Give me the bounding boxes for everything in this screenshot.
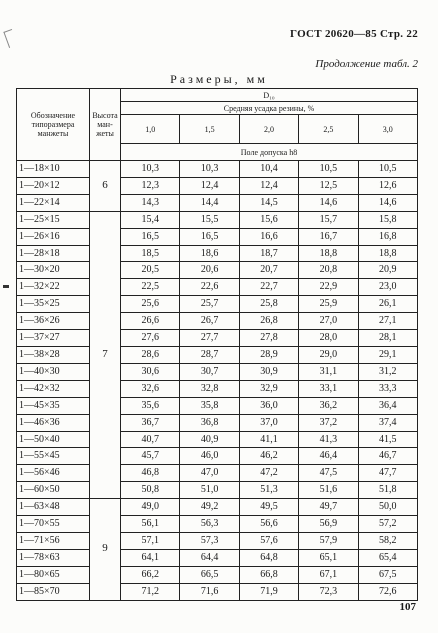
designation-cell: 1—42×32 xyxy=(17,380,90,397)
document-header: ГОСТ 20620—85 Стр. 22 xyxy=(290,28,418,40)
table-row xyxy=(17,549,418,566)
designation-cell: 1—35×25 xyxy=(17,296,90,313)
value-cell: 57,6 xyxy=(239,532,298,549)
shrink-value-header: 1,0 xyxy=(121,115,180,144)
corner-mark xyxy=(3,29,17,48)
value-cell: 14,3 xyxy=(121,194,180,211)
value-cell: 40,7 xyxy=(121,431,180,448)
designation-cell: 1—30×20 xyxy=(17,262,90,279)
value-cell: 51,8 xyxy=(358,482,417,499)
value-cell: 16,5 xyxy=(180,228,239,245)
value-cell: 35,6 xyxy=(121,397,180,414)
value-cell: 35,8 xyxy=(180,397,239,414)
value-cell: 57,1 xyxy=(121,532,180,549)
designation-cell: 1—56×46 xyxy=(17,465,90,482)
designation-cell: 1—32×22 xyxy=(17,279,90,296)
value-cell: 41,3 xyxy=(299,431,358,448)
value-cell: 33,3 xyxy=(358,380,417,397)
value-cell: 25,8 xyxy=(239,296,298,313)
table-continuation-note: Продолжение табл. 2 xyxy=(315,58,418,70)
value-cell: 32,9 xyxy=(239,380,298,397)
table-row xyxy=(17,177,418,194)
value-cell: 36,2 xyxy=(299,397,358,414)
table-row xyxy=(17,431,418,448)
value-cell: 51,6 xyxy=(299,482,358,499)
value-cell: 37,4 xyxy=(358,414,417,431)
value-cell: 37,2 xyxy=(299,414,358,431)
page-number: 107 xyxy=(399,601,416,613)
sizes-title: Размеры, мм xyxy=(170,72,268,86)
designation-cell: 1—37×27 xyxy=(17,330,90,347)
value-cell: 30,7 xyxy=(180,363,239,380)
value-cell: 50,8 xyxy=(121,482,180,499)
value-cell: 71,6 xyxy=(180,583,239,600)
table-row xyxy=(17,262,418,279)
value-cell: 15,6 xyxy=(239,211,298,228)
designation-cell: 1—71×56 xyxy=(17,532,90,549)
value-cell: 12,5 xyxy=(299,177,358,194)
value-cell: 49,7 xyxy=(299,499,358,516)
value-cell: 15,7 xyxy=(299,211,358,228)
value-cell: 16,8 xyxy=(358,228,417,245)
value-cell: 57,9 xyxy=(299,532,358,549)
value-cell: 27,7 xyxy=(180,330,239,347)
value-cell: 20,8 xyxy=(299,262,358,279)
value-cell: 46,7 xyxy=(358,448,417,465)
value-cell: 10,3 xyxy=(121,161,180,178)
value-cell: 25,9 xyxy=(299,296,358,313)
value-cell: 36,0 xyxy=(239,397,298,414)
value-cell: 47,2 xyxy=(239,465,298,482)
value-cell: 33,1 xyxy=(299,380,358,397)
value-cell: 29,1 xyxy=(358,346,417,363)
value-cell: 41,5 xyxy=(358,431,417,448)
designation-cell: 1—78×63 xyxy=(17,549,90,566)
value-cell: 65,1 xyxy=(299,549,358,566)
value-cell: 71,9 xyxy=(239,583,298,600)
table-row xyxy=(17,245,418,262)
value-cell: 36,4 xyxy=(358,397,417,414)
designation-cell: 1—36×26 xyxy=(17,313,90,330)
value-cell: 16,7 xyxy=(299,228,358,245)
value-cell: 30,6 xyxy=(121,363,180,380)
value-cell: 14,6 xyxy=(299,194,358,211)
value-cell: 49,5 xyxy=(239,499,298,516)
table-row xyxy=(17,465,418,482)
value-cell: 23,0 xyxy=(358,279,417,296)
table-row xyxy=(17,516,418,533)
value-cell: 66,2 xyxy=(121,566,180,583)
designation-cell: 1—50×40 xyxy=(17,431,90,448)
value-cell: 56,3 xyxy=(180,516,239,533)
table-row xyxy=(17,346,418,363)
value-cell: 25,6 xyxy=(121,296,180,313)
value-cell: 22,5 xyxy=(121,279,180,296)
value-cell: 46,4 xyxy=(299,448,358,465)
value-cell: 22,6 xyxy=(180,279,239,296)
value-cell: 28,7 xyxy=(180,346,239,363)
value-cell: 67,1 xyxy=(299,566,358,583)
table-row xyxy=(17,499,418,516)
value-cell: 20,5 xyxy=(121,262,180,279)
value-cell: 28,0 xyxy=(299,330,358,347)
value-cell: 28,1 xyxy=(358,330,417,347)
value-cell: 32,8 xyxy=(180,380,239,397)
table-row xyxy=(17,583,418,600)
shrink-value-header: 2,5 xyxy=(299,115,358,144)
value-cell: 12,4 xyxy=(239,177,298,194)
value-cell: 47,7 xyxy=(358,465,417,482)
value-cell: 26,7 xyxy=(180,313,239,330)
col-height-header: Высота ман- жеты xyxy=(90,89,121,161)
value-cell: 65,4 xyxy=(358,549,417,566)
table-row xyxy=(17,279,418,296)
value-cell: 12,4 xyxy=(180,177,239,194)
designation-cell: 1—26×16 xyxy=(17,228,90,245)
value-cell: 14,6 xyxy=(358,194,417,211)
height-cell: 9 xyxy=(90,499,121,600)
value-cell: 18,6 xyxy=(180,245,239,262)
value-cell: 29,0 xyxy=(299,346,358,363)
value-cell: 36,8 xyxy=(180,414,239,431)
value-cell: 57,2 xyxy=(358,516,417,533)
table-row xyxy=(17,414,418,431)
value-cell: 15,5 xyxy=(180,211,239,228)
value-cell: 56,9 xyxy=(299,516,358,533)
value-cell: 58,2 xyxy=(358,532,417,549)
designation-cell: 1—63×48 xyxy=(17,499,90,516)
shrink-value-header: 3,0 xyxy=(358,115,417,144)
value-cell: 50,0 xyxy=(358,499,417,516)
value-cell: 18,5 xyxy=(121,245,180,262)
value-cell: 26,1 xyxy=(358,296,417,313)
value-cell: 15,4 xyxy=(121,211,180,228)
tolerance-header: Поле допуска h8 xyxy=(121,144,418,161)
value-cell: 28,9 xyxy=(239,346,298,363)
designation-cell: 1—20×12 xyxy=(17,177,90,194)
value-cell: 49,2 xyxy=(180,499,239,516)
col-designation-header: Обозначение типоразмера манжеты xyxy=(17,89,90,161)
value-cell: 22,9 xyxy=(299,279,358,296)
value-cell: 12,6 xyxy=(358,177,417,194)
designation-cell: 1—40×30 xyxy=(17,363,90,380)
value-cell: 25,7 xyxy=(180,296,239,313)
table-row xyxy=(17,211,418,228)
table-row xyxy=(17,448,418,465)
shrink-value-header: 2,0 xyxy=(239,115,298,144)
value-cell: 10,5 xyxy=(299,161,358,178)
avg-shrinkage-header: Средняя усадка резины, % xyxy=(121,102,418,115)
table-row xyxy=(17,228,418,245)
value-cell: 20,7 xyxy=(239,262,298,279)
value-cell: 36,7 xyxy=(121,414,180,431)
value-cell: 64,4 xyxy=(180,549,239,566)
value-cell: 41,1 xyxy=(239,431,298,448)
value-cell: 10,3 xyxy=(180,161,239,178)
designation-cell: 1—70×55 xyxy=(17,516,90,533)
value-cell: 49,0 xyxy=(121,499,180,516)
value-cell: 71,2 xyxy=(121,583,180,600)
value-cell: 16,6 xyxy=(239,228,298,245)
shrink-value-header: 1,5 xyxy=(180,115,239,144)
value-cell: 27,1 xyxy=(358,313,417,330)
value-cell: 72,6 xyxy=(358,583,417,600)
designation-cell: 1—85×70 xyxy=(17,583,90,600)
value-cell: 57,3 xyxy=(180,532,239,549)
value-cell: 27,0 xyxy=(299,313,358,330)
value-cell: 10,5 xyxy=(358,161,417,178)
value-cell: 15,8 xyxy=(358,211,417,228)
value-cell: 31,1 xyxy=(299,363,358,380)
table-row xyxy=(17,566,418,583)
value-cell: 31,2 xyxy=(358,363,417,380)
value-cell: 18,7 xyxy=(239,245,298,262)
value-cell: 30,9 xyxy=(239,363,298,380)
value-cell: 27,8 xyxy=(239,330,298,347)
designation-cell: 1—55×45 xyxy=(17,448,90,465)
table-row xyxy=(17,296,418,313)
value-cell: 51,0 xyxy=(180,482,239,499)
value-cell: 28,6 xyxy=(121,346,180,363)
d-header: D₁₀ xyxy=(121,89,418,102)
value-cell: 46,2 xyxy=(239,448,298,465)
value-cell: 67,5 xyxy=(358,566,417,583)
value-cell: 45,7 xyxy=(121,448,180,465)
table-row xyxy=(17,161,418,178)
designation-cell: 1—22×14 xyxy=(17,194,90,211)
value-cell: 18,8 xyxy=(358,245,417,262)
value-cell: 47,0 xyxy=(180,465,239,482)
value-cell: 20,9 xyxy=(358,262,417,279)
table-row xyxy=(17,482,418,499)
table-body xyxy=(17,161,418,601)
designation-cell: 1—28×18 xyxy=(17,245,90,262)
designation-cell: 1—38×28 xyxy=(17,346,90,363)
value-cell: 37,0 xyxy=(239,414,298,431)
value-cell: 14,4 xyxy=(180,194,239,211)
value-cell: 27,6 xyxy=(121,330,180,347)
table-row xyxy=(17,330,418,347)
margin-mark xyxy=(3,285,9,288)
value-cell: 64,8 xyxy=(239,549,298,566)
value-cell: 18,8 xyxy=(299,245,358,262)
table-row xyxy=(17,194,418,211)
height-cell: 7 xyxy=(90,211,121,498)
value-cell: 72,3 xyxy=(299,583,358,600)
value-cell: 16,5 xyxy=(121,228,180,245)
designation-cell: 1—25×15 xyxy=(17,211,90,228)
value-cell: 26,6 xyxy=(121,313,180,330)
value-cell: 40,9 xyxy=(180,431,239,448)
value-cell: 32,6 xyxy=(121,380,180,397)
table-row xyxy=(17,363,418,380)
value-cell: 10,4 xyxy=(239,161,298,178)
table-row xyxy=(17,532,418,549)
value-cell: 12,3 xyxy=(121,177,180,194)
height-cell: 6 xyxy=(90,161,121,212)
value-cell: 46,0 xyxy=(180,448,239,465)
designation-cell: 1—18×10 xyxy=(17,161,90,178)
value-cell: 51,3 xyxy=(239,482,298,499)
value-cell: 46,8 xyxy=(121,465,180,482)
value-cell: 64,1 xyxy=(121,549,180,566)
value-cell: 56,6 xyxy=(239,516,298,533)
designation-cell: 1—60×50 xyxy=(17,482,90,499)
value-cell: 66,8 xyxy=(239,566,298,583)
value-cell: 47,5 xyxy=(299,465,358,482)
value-cell: 56,1 xyxy=(121,516,180,533)
designation-cell: 1—80×65 xyxy=(17,566,90,583)
designation-cell: 1—45×35 xyxy=(17,397,90,414)
dimensions-table xyxy=(16,88,418,601)
value-cell: 26,8 xyxy=(239,313,298,330)
value-cell: 20,6 xyxy=(180,262,239,279)
designation-cell: 1—46×36 xyxy=(17,414,90,431)
value-cell: 66,5 xyxy=(180,566,239,583)
table-row xyxy=(17,397,418,414)
value-cell: 22,7 xyxy=(239,279,298,296)
table-row xyxy=(17,313,418,330)
table-row xyxy=(17,380,418,397)
value-cell: 14,5 xyxy=(239,194,298,211)
